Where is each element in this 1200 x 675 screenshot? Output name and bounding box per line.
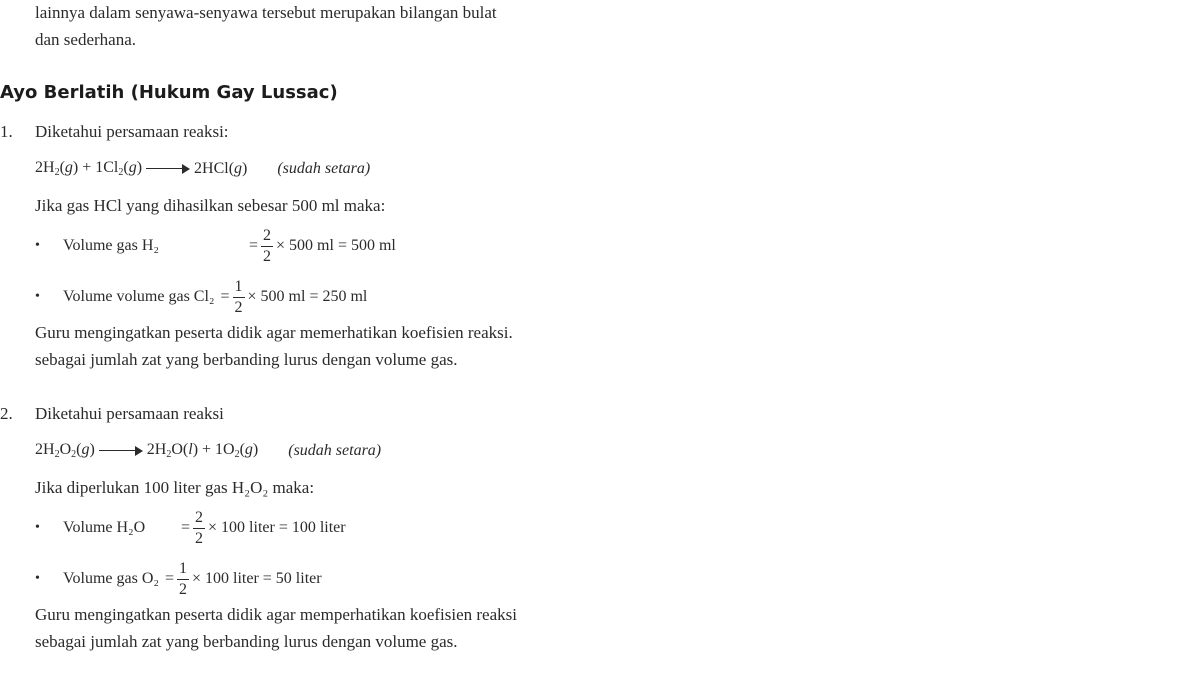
problem-2-bullet-2 [35,555,322,603]
problem-2-title: Diketahui persamaan reaksi [35,404,224,423]
bullet-result: × 500 ml = 500 ml [276,237,396,254]
problem-1-given: Jika gas HCl yang dihasilkan sebesar 500 ml maka: [35,196,386,215]
problem-1-teacher-note-2: sebagai jumlah zat yang berbanding lurus dengan volume gas. [35,350,458,369]
bullet-label: Volume volume gas Cl₂ [63,288,215,305]
bullet-icon: • [35,289,40,304]
fraction-denominator: 2 [195,529,204,547]
equation-products: 2HCl(g) [194,159,248,177]
equation-products: $2H_2O(l) + 1O_2(g)$ [146,441,259,460]
bullet-icon: • [35,238,40,253]
equals-sign: = [220,288,230,305]
problem-2-equation [35,441,381,460]
bullet-icon: • [35,571,40,586]
fraction-denominator: 2 [178,580,187,598]
fraction [233,279,245,316]
problem-1-bullet-1 [35,222,396,270]
fraction-denominator: 2 [263,247,272,265]
fraction-numerator: 2 [193,510,205,529]
bullet-label: Volume gas H₂ [63,237,159,254]
fraction [177,561,189,598]
problem-2-teacher-note-2: sebagai jumlah zat yang berbanding lurus dengan volume gas. [35,632,458,651]
equation-note: (sudah setara) [277,159,371,177]
bullet-label: Volume H₂O [63,519,146,536]
intro-line-2: dan sederhana. [35,30,137,49]
equals-sign: = [249,237,259,254]
reaction-arrow-icon [99,446,143,456]
section-heading: Ayo Berlatih (Hukum Gay Lussac) [0,82,338,103]
problem-1-number: 1. [0,122,13,141]
fraction-denominator: 2 [234,298,243,316]
bullet-result: × 100 liter = 50 liter [191,570,322,587]
equation-reactants: $2H_2(g) + 1Cl_2(g)$ [35,159,143,178]
fraction-numerator: 1 [177,561,189,580]
problem-2-bullet-1 [35,504,346,552]
problem-2-number: 2. [0,404,13,423]
problem-2-given: Jika diperlukan 100 liter gas H₂O₂ maka: [35,478,315,497]
bullet-label: Volume gas O₂ [63,570,159,587]
intro-line-1: lainnya dalam senyawa-senyawa tersebut merupakan bilangan bulat [35,3,497,22]
equation-note: (sudah setara) [288,441,382,459]
fraction [193,510,205,547]
problem-1-title: Diketahui persamaan reaksi: [35,122,229,141]
problem-1-teacher-note-1: Guru mengingatkan peserta didik agar memerhatikan koefisien reaksi. [35,323,513,342]
bullet-icon: • [35,520,40,535]
bullet-result: × 100 liter = 100 liter [208,519,346,536]
fraction-numerator: 1 [233,279,245,298]
fraction-numerator: 2 [261,228,273,247]
bullet-result: × 500 ml = 250 ml [247,288,368,305]
reaction-arrow-icon [146,164,190,174]
equals-sign: = [181,519,191,536]
equals-sign: = [164,570,174,587]
problem-1-equation [35,159,370,178]
fraction [261,228,273,265]
problem-1-bullet-2 [35,273,367,321]
equation-reactants: $2H_2O_2(g)$ [35,441,95,460]
problem-2-teacher-note-1: Guru mengingatkan peserta didik agar memperhatikan koefisien reaksi [35,605,517,624]
